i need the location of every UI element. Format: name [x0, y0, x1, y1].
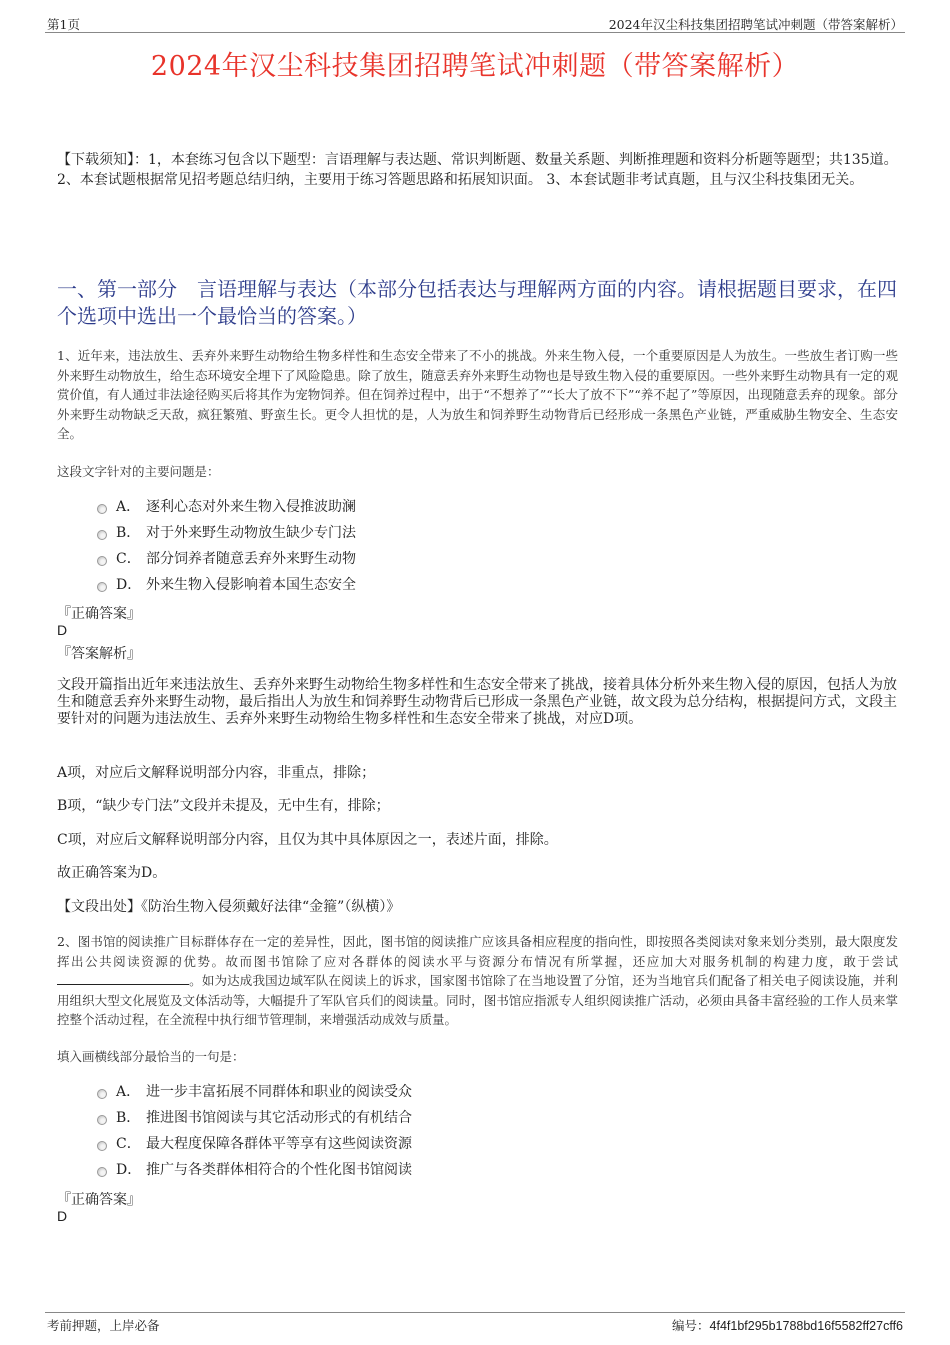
- q1-option-a[interactable]: A． 逐利心态对外来生物入侵推波助澜: [97, 495, 356, 517]
- radio-icon[interactable]: [97, 1141, 107, 1151]
- page-header: [45, 14, 905, 33]
- question-2-prompt: 填入画横线部分最恰当的一句是：: [57, 1049, 245, 1064]
- document-title: 2024年汉尘科技集团招聘笔试冲刺题（带答案解析）: [150, 51, 800, 82]
- q1-option-b[interactable]: B． 对于外来野生动物放生缺少专门法: [97, 521, 356, 543]
- q1-source: 【文段出处】《防治生物入侵须戴好法律“金箍”（纵横）》: [57, 899, 401, 915]
- radio-icon[interactable]: [97, 504, 107, 514]
- q1-analysis-paragraph: 文段开篇指出近年来违法放生、丢弃外来野生动物给生物多样性和生态安全带来了挑战，接着具体分析外来生物入侵的原因，包括人为放生和随意丢弃外来野生动物，最后指出人为放生和饲养野生动物背后已形成一条黑色产业链，故文段为总分结构，根据提问方式，文段主要针对的问题为违法放生、丢弃外来野生动物给生物多样性和生态安全带来了挑战，对应D项。: [57, 677, 897, 727]
- q2-option-d[interactable]: D． 推广与各类群体相符合的个性化图书馆阅读: [97, 1158, 412, 1180]
- q2-option-a[interactable]: A． 进一步丰富拓展不同群体和职业的阅读受众: [97, 1080, 412, 1102]
- page-footer: [45, 1312, 905, 1333]
- q1-analysis-conclusion: 故正确答案为D。: [57, 865, 167, 881]
- page-number: 第1页: [47, 17, 80, 32]
- radio-icon[interactable]: [97, 556, 107, 566]
- question-1-stem: 1、近年来，违法放生、丢弃外来野生动物给生物多样性和生态安全带来了不小的挑战。外来生物入侵，一个重要原因是人为放生。一些放生者订购一些外来野生动物放生，给生态环境安全埋下了风险隐患。除了放生，随意丢弃外来野生动物也是导致生物入侵的重要原因。一些外来野生动物具有一定的观赏价值，有人通过非法途径购买后将其作为宠物饲养。但在饲养过程中，出于“不想养了”“长大了放不下”“养不起了”等原因，出现随意丢弃的现象。部分外来野生动物缺乏天敌，疯狂繁殖、野蛮生长。更令人担忧的是，人为放生和饲养野生动物背后已经形成一条黑色产业链，严重威胁生物安全、生态安全。: [57, 348, 898, 441]
- fill-blank: [57, 973, 189, 985]
- q1-option-d[interactable]: D． 外来生物入侵影响着本国生态安全: [97, 573, 356, 595]
- header-doc-title: 2024年汉尘科技集团招聘笔试冲刺题（带答案解析）: [608, 17, 903, 32]
- q1-analysis-label: 『答案解析』: [57, 646, 141, 662]
- footer-code: 编号：4f4f1bf295b1788bd16f5582ff27cff6: [672, 1318, 903, 1333]
- section-heading: 一、第一部分 言语理解与表达（本部分包括表达与理解两方面的内容。请根据题目要求，在四个选项中选出一个最恰当的答案。）: [57, 277, 897, 328]
- q2-answer: D: [57, 1208, 68, 1224]
- download-notice: 【下载须知】：1，本套练习包含以下题型：言语理解与表达题、常识判断题、数量关系题、判断推理题和资料分析题等题型；共135道。 2、本套试题根据常见招考题总结归纳，主要用于练习答题思路和拓展知识面。 3、本套试题非考试真题，且与汉尘科技集团无关。: [57, 152, 898, 188]
- q2-option-c[interactable]: C． 最大程度保障各群体平等享有这些阅读资源: [97, 1132, 412, 1154]
- radio-icon[interactable]: [97, 1115, 107, 1125]
- q1-analysis-a: A项，对应后文解释说明部分内容，非重点，排除；: [57, 765, 376, 781]
- radio-icon[interactable]: [97, 1089, 107, 1099]
- question-2-stem: 2、图书馆的阅读推广目标群体存在一定的差异性，因此，图书馆的阅读推广应该具备相应程度的指向性，即按照各类阅读对象来划分类别，最大限度发挥出公共阅读资源的优势。故而图书馆除了应对各群体的阅读水平与资源分布情况有所掌握，还应加大对服务机制的构建力度，敢于尝试。如为达成我国边域军队在阅读上的诉求，国家图书馆除了在当地设置了分馆，还为当地官兵们配备了相关电子阅读设施，并利用组织大型文化展览及文体活动等，大幅提升了军队官兵们的阅读量。同时，图书馆应指派专人组织阅读推广活动，必须由具备丰富经验的工作人员来掌控整个活动过程，在全流程中执行细节管理制，来增强活动成效与质量。: [57, 934, 898, 1027]
- radio-icon[interactable]: [97, 530, 107, 540]
- q2-answer-label: 『正确答案』: [57, 1192, 141, 1208]
- radio-icon[interactable]: [97, 582, 107, 592]
- question-1-prompt: 这段文字针对的主要问题是：: [57, 464, 220, 479]
- footer-slogan: 考前押题，上岸必备: [47, 1318, 160, 1333]
- q1-analysis-c: C项，对应后文解释说明部分内容，且仅为其中具体原因之一，表述片面，排除。: [57, 832, 558, 848]
- q1-analysis-b: B项，“缺少专门法”文段并未提及，无中生有，排除；: [57, 798, 390, 814]
- q1-answer: D: [57, 622, 68, 638]
- q2-option-b[interactable]: B． 推进图书馆阅读与其它活动形式的有机结合: [97, 1106, 412, 1128]
- q1-answer-label: 『正确答案』: [57, 606, 141, 622]
- q1-option-c[interactable]: C． 部分饲养者随意丢弃外来野生动物: [97, 547, 356, 569]
- radio-icon[interactable]: [97, 1167, 107, 1177]
